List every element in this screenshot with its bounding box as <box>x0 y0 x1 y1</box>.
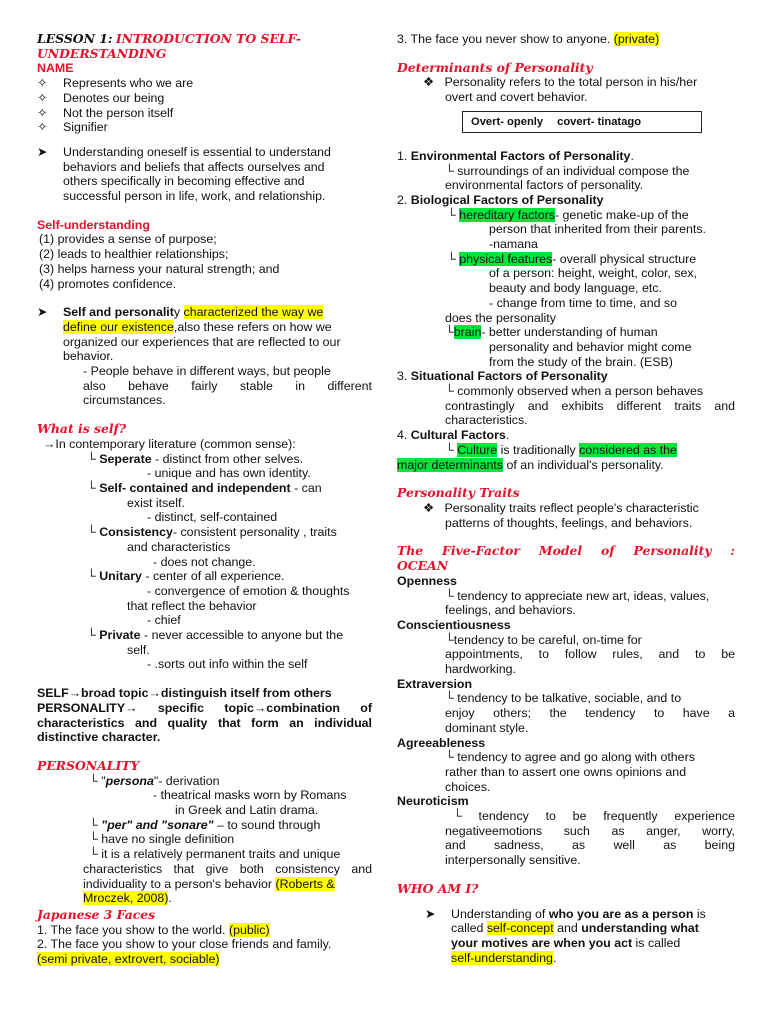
corner-icon: └ <box>447 207 456 222</box>
arrow-icon: ➤ <box>37 305 48 320</box>
understanding-paragraph: ➤ Understanding oneself is essential to understand behaviors and beliefs that affects ourselves and others specifically in becoming effective and successful person in life, work, and relationship. <box>37 144 331 204</box>
lesson-title: LESSON 1: INTRODUCTION TO SELF- <box>37 31 301 46</box>
name-list <box>37 76 372 135</box>
corner-icon: └ <box>89 817 98 832</box>
name-heading: NAME <box>37 61 74 76</box>
personality-traits-heading: Personality Traits <box>397 485 520 501</box>
self-personality-paragraph: ➤ Self and personality characterized the way we define our existence,also these refers on how we organized our experiences that are reflected to our behavior. - People behave in different ways, but people also behave fairly stable in different circumstances. <box>37 305 372 408</box>
fancy-diamond-icon: ❖ <box>423 75 435 90</box>
diamond-icon: ✧ <box>37 76 48 91</box>
corner-icon: └ <box>445 588 454 603</box>
corner-icon: └ <box>445 384 454 399</box>
corner-icon: └ <box>89 832 98 847</box>
arrow-icon: ➤ <box>37 144 48 159</box>
corner-icon: └ <box>87 569 96 584</box>
corner-icon: └ <box>445 691 454 706</box>
personality-heading: PERSONALITY <box>37 757 140 773</box>
diamond-icon: ✧ <box>37 105 48 120</box>
list-item: ✧ Signifier <box>37 120 108 135</box>
diamond-icon: ✧ <box>37 120 48 135</box>
left-column: LESSON 1: INTRODUCTION TO SELF- UNDERSTANDING NAME ✧ Represents who we are ✧ Denotes our being ✧ Not the person itself ✧ Signifier ➤ Understanding oneself is essential to understand behaviors and beliefs that affects ourselves and others specifically in becoming effective and successful person in life, work, and relationship. Self-understanding (1) provides a sense of purpose; (2) leads to healthier relationships; (3) helps harness your natural strength; and (4) promotes confidence. ➤ Self and personality characterized the way we define our existence,also these refers on how we organized our experiences that are reflected to our behavior. - People behave in different ways, but people also behave fairly stable in different circumstances. What is self? →In contemporary literature (common sense): └ Seperate - distinct from other selves. - unique and has own identity. └ Self- contained and independent - can exist itself. - distinct, self-contained └ Consistency- consistent personality , traits and characteristics - does not change. └ Unitary - center of all experience. - convergence of emotion & thoughts that reflect the behavior - chief └ Private - never accessible to anyone but the self. - .sorts out info within the self SELF→broad topic→distinguish itself from others PERSONALITY→ specific topic→combination of characteristics and quality that form an individual distinctive character. PERSONALITY └ "persona"- derivation - theatrical masks worn by Romans in Greek and Latin drama. └ "per" and "sonare" – to sound through └ have no single definition └ it is a relatively permanent traits and unique characteristics that give both consistency and individuality to a person's behavior (Roberts & Mroczek, 2008). Japanese 3 Faces 1. The face you show to the world. (public) 2. The face you show to your close friends and family. (semi private, extrovert, sociable) <box>37 31 372 967</box>
arrow-icon: ➤ <box>425 906 436 921</box>
diamond-icon: ✧ <box>37 90 48 105</box>
self-understanding-heading: Self-understanding <box>37 217 150 232</box>
corner-icon: └ <box>445 163 454 178</box>
corner-icon: └ <box>89 773 98 788</box>
overt-covert-box: Overt- openly covert- tinatago <box>462 111 702 133</box>
corner-icon: └ <box>87 628 96 643</box>
japanese-faces-heading: Japanese 3 Faces <box>37 906 156 922</box>
corner-icon: └ <box>87 525 96 540</box>
corner-icon: └ <box>445 632 454 647</box>
corner-icon: └ <box>445 325 454 340</box>
what-is-self-heading: What is self? <box>37 421 127 437</box>
corner-icon: └ <box>447 251 456 266</box>
corner-icon: └ <box>445 442 454 457</box>
ocean-heading: The Five-Factor Model of Personality : <box>397 543 735 559</box>
corner-icon: └ <box>87 480 96 495</box>
corner-icon: └ <box>89 847 98 862</box>
determinants-heading: Determinants of Personality <box>397 59 593 75</box>
corner-icon: └ <box>445 750 454 765</box>
list-item: ✧ Not the person itself <box>37 105 174 120</box>
corner-icon: └ <box>87 451 96 466</box>
right-column: 3. The face you never show to anyone. (private) Determinants of Personality ❖ Personality refers to the total person in his/her overt and covert behavior. Overt- openly covert- tinatago 1. Environmental Factors of Personality. └ surroundings of an individual compose the environmental factors of personality. 2. Biological Factors of Personality └ hereditary factors- genetic make-up of the person that inherited from their parents. -namana └ physical features- overall physical structure of a person: height, weight, color, sex, beauty and body language, etc. - change from time to time, and so does the personality └brain- better understanding of human personality and behavior might come from the study of the brain. (ESB) 3. Situational Factors of Personality └ commonly observed when a person behaves contrastingly and exhibits different traits and characteristics. 4. Cultural Factors. └ Culture is traditionally considered as the major determinants of an individual's personality. Personality Traits ❖ Personality traits reflect people's characteristic patterns of thoughts, feelings, and behaviors. The Five-Factor Model of Personality : OCEAN Openness └ tendency to appreciate new art, ideas, values, feelings, and behaviors. Conscientiousness └tendency to be careful, on-time for appointments, to follow rules, and to be hardworking. Extraversion └ tendency to be talkative, sociable, and to enjoy others; the tendency to have a dominant style. Agreeableness └ tendency to agree and go along with others rather than to assert one owns opinions and choices. Neuroticism └ tendency to be frequently experience negativeemotions such as anger, worry, and sadness, as well as being interpersonally sensitive. WHO AM I? ➤ Understanding of who you are as a person is called self-concept and understanding what your motives are when you act is called self-understanding. <box>397 32 735 965</box>
corner-icon: └ <box>453 809 462 824</box>
who-am-i-heading: WHO AM I? <box>397 880 479 896</box>
list-item: ✧ Denotes our being <box>37 90 165 105</box>
fancy-diamond-icon: ❖ <box>423 500 435 515</box>
self-vs-personality: SELF→broad topic→distinguish itself from others PERSONALITY→ specific topic→combination of characteristics and quality that form an individual distinctive character. <box>37 686 372 745</box>
who-am-i-paragraph: ➤ Understanding of who you are as a person is called self-concept and understanding what your motives are when you act is called self-understanding. <box>425 906 706 965</box>
list-item: ✧ Represents who we are <box>37 76 194 91</box>
